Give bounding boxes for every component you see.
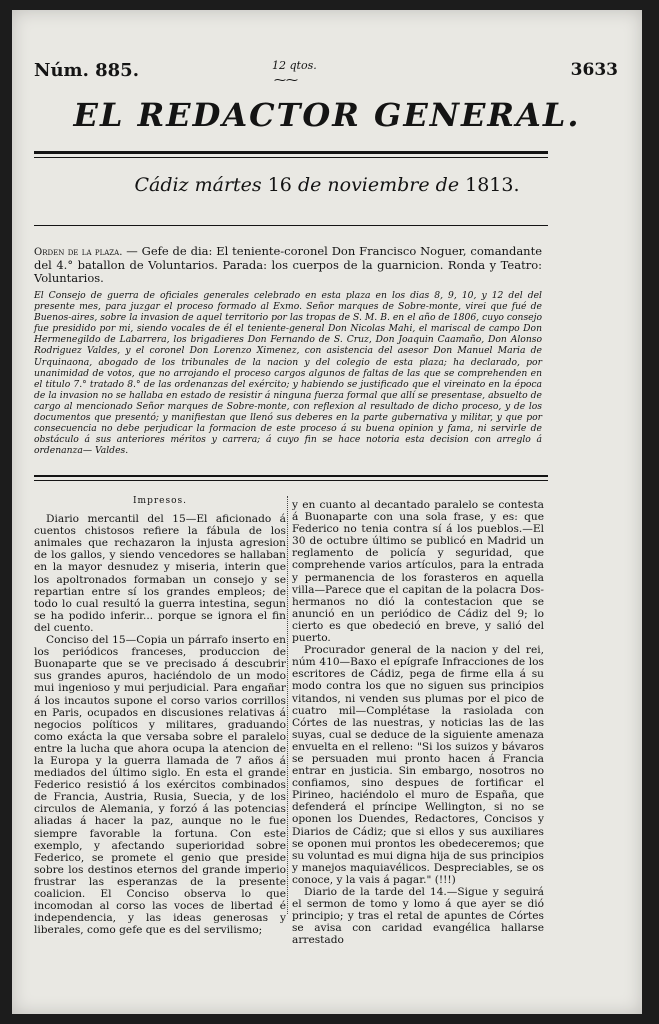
masthead-rule-thin: [34, 157, 548, 158]
dateline-rule: [34, 225, 548, 226]
orden-label: Orden de la plaza.: [34, 247, 123, 258]
masthead-rule-thick: [34, 151, 548, 154]
diario-mercantil-paragraph: Diario mercantil del 15—El aficionado á cuentos chistosos refiere la fábula de los animales que rechazaron la injusta agresion de los gallos, y siendo vencedores se hallaban en la mayor desnudez y miseria, interin que los apoltronados formaban un consejo y se repartian entre sí los grandes empleos; de todo lo cual resultó la guerra intestina, segun se ha podido inferir... porque se ignora el fin del cuento.: [34, 513, 286, 634]
consejo-de-guerra-notice: El Consejo de guerra de oficiales generales celebrado en esta plaza en los dias 8, 9, 10, y 12 del del presente mes, para juzgar el proceso formado al Exmo. Señor marques de Sobre-monte, virei que fué de Buenos-aires, sobre la invasion de aquel territorio por las tropas de S. M. B. en el año de 1806, cuyo consejo fue presidido por mi, siendo vocales de él el teniente-general Don Nicolas Mahi, el mariscal de campo Don Hermenegildo de Labarrera, los brigadieres Don Fernando de S. Cruz, Don Joaquin Caamaño, Don Alonso Rodriguez Valdes, y el coronel Don Lorenzo Ximenez, con asistencia del asesor Don Manuel Maria de Urquinaona, abogado de los tribunales de la nacion y del colegio de esta plaza; ha declarado, por unanimidad de votos, que no arrojando el proceso cargos algunos de faltas de las que se comprehenden en el titulo 7.° tratado 8.° de las ordenanzas del exército; y habiendo se justificado que el vireinato en la época de la invasion no se hallaba en estado de resistir á ninguna fuerza formal que allí se presentase, absuelto de cargo al mencionado Señor marques de Sobre-monte, con reflexion al resultado de dicho proceso, y de los documentos que presentó; y manifiestan que llenó sus deberes en la parte gubernativa y militar, y que por consecuencia no debe perjudicar la formacion de este proceso á su buena opinion y fama, ni servirle de obstáculo á sus anteriores méritos y carrera; á cuyo fin se hace notoria esta decision con arreglo á ordenanza— Valdes.: [34, 290, 542, 457]
diario-tarde-paragraph: Diario de la tarde del 14.—Sigue y seguirá el sermon de tomo y lomo á que ayer se dió principio; y tras el retal de apuntes de Córtes se avisa con caridad evangélica hallarse arrestado: [292, 886, 544, 947]
conciso-paragraph: Conciso del 15—Copia un párrafo inserto en los periódicos franceses, produccion de Buonaparte que se ve precisado á descubrir sus grandes apuros, haciéndolo de un modo mui ingenioso y mui perjudicial. Para engañar á los incautos supone el corso varios corrillos en Paris, ocupados en discusiones relativas á negocios políticos y militares, graduando como exácta la que versaba sobre el paralelo entre la lucha que ahora ocupa la atencion de la Europa y la guerra llamada de 7 años á mediados del último siglo. En esta el grande Federico resistió á los exércitos combinados de Francia, Austria, Rusia, Suecia, y de los circulos de Alemania, y forzó á las potencias aliadas á hacer la paz, aunque no le fue siempre favorable la fortuna. Con este exemplo, y afectando superioridad sobre Federico, se promete el genio que preside sobre los destinos eternos del grande imperio frustrar las esperanzas de la presente coalicion. El Conciso observa lo que incomodan al corso las voces de libertad é independencia, y las ideas generosas y liberales, como gefe que es del servilismo;: [34, 634, 286, 937]
issue-price: 12 qtos.: [272, 59, 317, 72]
page-number: 3633: [570, 60, 618, 80]
left-column: [34, 495, 286, 936]
impresos-heading: Impresos.: [133, 496, 187, 506]
dateline: [12, 174, 642, 196]
issue-number: Núm. 885.: [34, 60, 139, 81]
right-column: [292, 499, 544, 946]
masthead-title: EL REDACTOR GENERAL.: [73, 96, 581, 134]
orden-text: — Gefe de dia: El teniente-coronel Don Francisco Noguer, comandante del 4.° batallon de Voluntarios. Parada: los cuerpos de la guarnicion. Ronda y Teatro: Voluntarios.: [34, 244, 543, 285]
section-rule-thin: [34, 480, 548, 481]
newspaper-page: [12, 10, 642, 1014]
column-divider: [287, 496, 288, 914]
date-day: 16: [267, 174, 292, 196]
section-rule-thick: [34, 475, 548, 477]
conciso-continuation-paragraph: y en cuanto al decantado paralelo se contesta á Buonaparte con una sola frase, y es: que Federico no tenia contra sí á los pueblos.—El 30 de octubre último se publicó en Madrid un reglamento de policía y seguridad, que comprehende varios artículos, para la entrada y permanencia de los forasteros en aquella villa—Parece que el capitan de la polacra Dos-hermanos no dió la contestacion que se anunció en un periódico de Cádiz del 9; lo cierto es que obedeció en breve, y salió del puerto.: [292, 499, 544, 645]
date-prefix: Cádiz mártes: [134, 174, 268, 196]
date-mid: de noviembre de: [291, 174, 466, 196]
procurador-paragraph: Procurador general de la nacion y del rei, núm 410—Baxo el epígrafe Infracciones de los escritores de Cádiz, pega de firme ella á su modo contra los que no siguen sus principios vitandos, ni venden sus plumas por el pico de cuatro mil—Complétase la rasiolada con Córtes de las nuestras, y noticias las de las suyas, cual se deduce de la siguiente amenaza envuelta en el relleno: "Si los suizos y bávaros se persuaden mui pronto hacen á Francia entrar en justicia. Sin embargo, nosotros no confiamos, sino despues de fortificar el Pirineo, haciéndolo el muro de España, que defenderá el príncipe Wellington, si no se oponen los Duendes, Redactores, Concisos y Diarios de Cádiz; que si ellos y sus auxiliares se oponen mui prontos les obedeceremos; que su voluntad es mui digna hija de sus principios y manejos maquiavélicos. Despreciables, se os conoce, y la vais á pagar." (!!!): [292, 644, 544, 886]
date-year: 1813.: [465, 174, 520, 196]
price-flourish: ⁓⁓: [274, 73, 298, 87]
orden-de-la-plaza: [34, 245, 542, 285]
